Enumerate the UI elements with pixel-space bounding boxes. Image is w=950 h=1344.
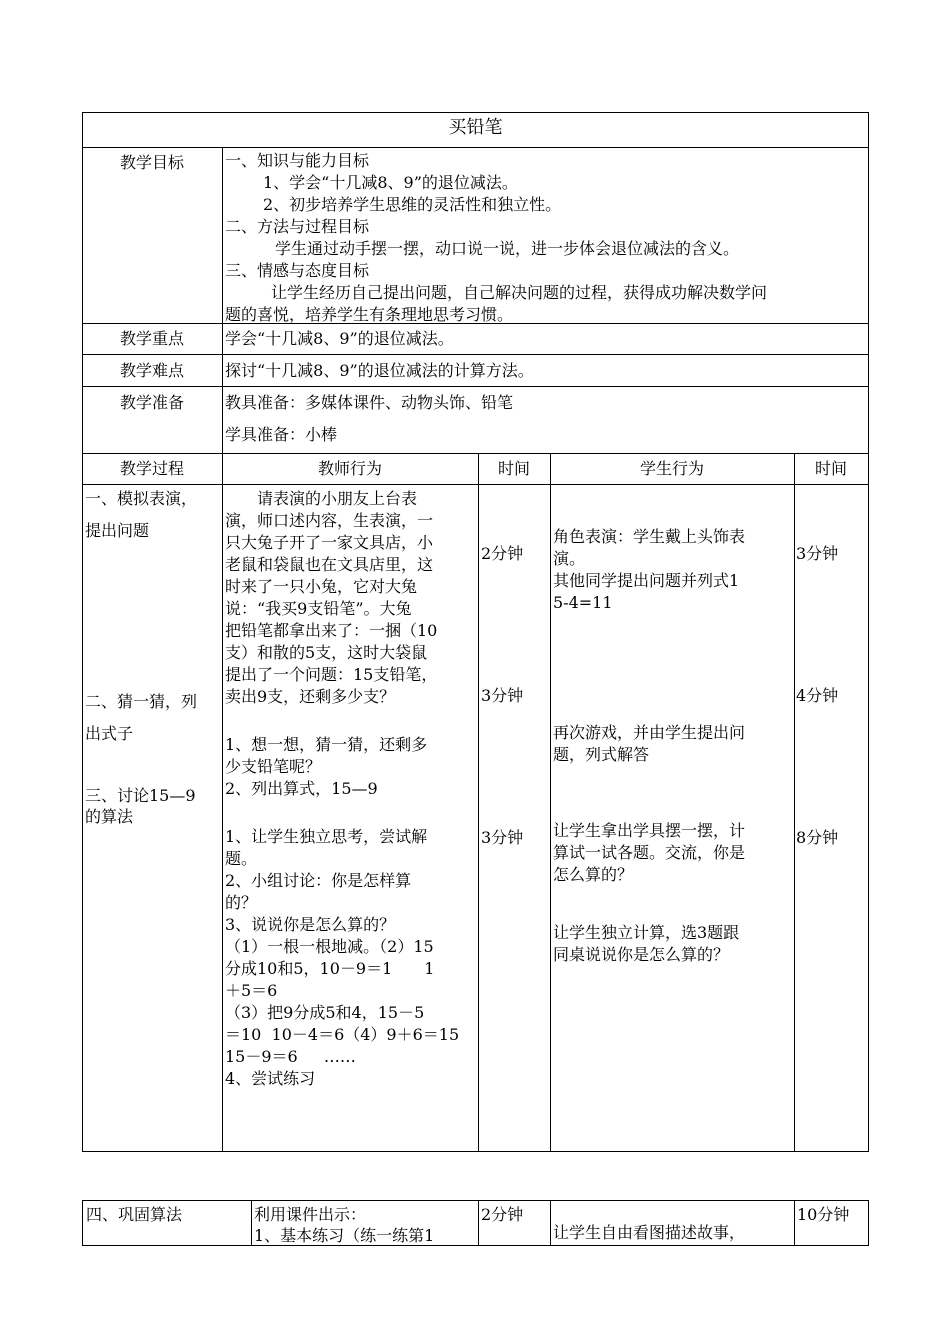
student-block-1	[553, 526, 793, 614]
teacher-line: 支）和散的5支，这时大袋鼠	[225, 643, 428, 662]
teacher-time-3: 3分钟	[481, 828, 524, 847]
student-line: 其他同学提出问题并列式1	[553, 571, 740, 590]
goals-content	[225, 150, 868, 326]
grid-line	[794, 453, 795, 1151]
teacher-line: 1、让学生独立思考，尝试解	[225, 827, 428, 846]
student-line-row2: 让学生自由看图描述故事，	[553, 1223, 746, 1242]
header-student: 学生行为	[639, 459, 704, 478]
grid-line	[478, 1200, 479, 1245]
student-line: 让学生独立计算，选3题跟	[553, 923, 740, 942]
student-line: 让学生拿出学具摆一摆，计	[553, 821, 746, 840]
teacher-line: 1、基本练习（练一练第1	[254, 1226, 435, 1245]
header-time-student: 时间	[814, 459, 847, 478]
lesson-title: 买铅笔	[448, 117, 503, 138]
goals-line: 2、初步培养学生思维的灵活性和独立性。	[263, 195, 562, 214]
goals-line: 让学生经历自己提出问题，自己解决问题的过程，获得成功解决数学问	[271, 283, 768, 302]
preparation-teacher: 教具准备：多媒体课件、动物头饰、铅笔	[225, 393, 514, 412]
goals-line: 一、知识与能力目标	[225, 151, 370, 170]
student-line: 怎么算的？	[553, 865, 634, 884]
table-border-top	[82, 112, 869, 113]
teacher-line: 的？	[225, 893, 258, 912]
stage-3-line1: 三、讨论15—9	[85, 786, 196, 805]
table2-border-right	[868, 1200, 869, 1245]
student-time-3: 8分钟	[796, 828, 839, 847]
teacher-line: 说：“我买9支铅笔”。大兔	[225, 599, 412, 618]
goals-line: 1、学会“十几减8、9”的退位减法。	[263, 173, 518, 192]
stage-2-line1: 二、猜一猜，列	[85, 692, 198, 711]
preparation-label: 教学准备	[119, 393, 184, 412]
teacher-line: 2、小组讨论：你是怎样算	[225, 871, 412, 890]
teacher-time-2: 3分钟	[481, 686, 524, 705]
teacher-line: ＋5＝6	[225, 981, 278, 1000]
grid-line	[550, 453, 551, 1151]
teacher-line: 题。	[225, 849, 258, 868]
teacher-line: 卖出9支，还剩多少支？	[225, 687, 396, 706]
key-point-label: 教学重点	[119, 329, 184, 348]
student-line: 5-4=11	[553, 593, 613, 612]
goals-line: 学生通过动手摆一摆，动口说一说，进一步体会退位减法的含义。	[275, 239, 740, 258]
table2-border-left	[82, 1200, 83, 1245]
grid-line	[550, 1200, 551, 1245]
header-teacher: 教师行为	[317, 459, 382, 478]
stage-4-label: 四、巩固算法	[86, 1205, 183, 1224]
student-block-2	[553, 722, 793, 766]
grid-line	[82, 147, 869, 148]
grid-line	[82, 354, 869, 355]
table2-border-top	[82, 1200, 869, 1201]
teacher-line: 请表演的小朋友上台表	[257, 489, 418, 508]
goals-label: 教学目标	[119, 153, 184, 172]
grid-line	[82, 386, 869, 387]
teacher-time-4: 2分钟	[481, 1205, 524, 1224]
student-block-4	[553, 922, 793, 966]
student-line: 角色表演：学生戴上头饰表	[553, 527, 746, 546]
grid-line	[82, 484, 869, 485]
teacher-line: 4、尝试练习	[225, 1069, 316, 1088]
goals-line: 三、情感与态度目标	[225, 261, 370, 280]
grid-line	[478, 453, 479, 1151]
header-process: 教学过程	[119, 459, 184, 478]
teacher-line: 把铅笔都拿出来了：一捆（10	[225, 621, 438, 640]
grid-line	[251, 1200, 252, 1245]
grid-line	[82, 453, 869, 454]
goals-line: 题的喜悦，培养学生有条理地思考习惯。	[225, 305, 514, 324]
teacher-line: 演，师口述内容，生表演，一	[225, 511, 434, 530]
student-block-3	[553, 820, 793, 886]
student-line: 再次游戏，并由学生提出问	[553, 723, 746, 742]
teacher-block-4	[254, 1204, 476, 1246]
student-time-2: 4分钟	[796, 686, 839, 705]
stage-3-line2: 的算法	[85, 807, 134, 826]
student-line: 题，列式解答	[553, 745, 650, 764]
teacher-line: （3）把9分成5和4，15－5	[225, 1003, 425, 1022]
teacher-block-1	[225, 488, 477, 708]
teacher-block-3	[225, 826, 477, 1090]
table-border-left	[82, 112, 83, 1151]
teacher-line: 3、说说你是怎么算的？	[225, 915, 396, 934]
student-time-4: 10分钟	[797, 1205, 850, 1224]
student-time-1: 3分钟	[796, 544, 839, 563]
table-border-bottom	[82, 1151, 869, 1152]
teacher-line: 老鼠和袋鼠也在文具店里，这	[225, 555, 434, 574]
student-line: 同桌说说你是怎么算的？	[553, 945, 730, 964]
teacher-line: 时来了一只小兔，它对大兔	[225, 577, 418, 596]
teacher-block-2	[225, 734, 477, 800]
table-border-right	[868, 112, 869, 1151]
teacher-time-1: 2分钟	[481, 544, 524, 563]
student-line: 算试一试各题。交流，你是	[553, 843, 746, 862]
stage-2-line2: 出式子	[85, 724, 134, 743]
preparation-student: 学具准备：小棒	[225, 425, 338, 444]
teacher-line: 提出了一个问题：15支铅笔，	[225, 665, 438, 684]
stage-1-line1: 一、模拟表演，	[85, 489, 198, 508]
teacher-line: 1、想一想，猜一猜，还剩多	[225, 735, 428, 754]
teacher-line: 只大兔子开了一家文具店，小	[225, 533, 434, 552]
teacher-line: ＝10 10－4＝6（4）9＋6＝15	[225, 1025, 460, 1044]
key-point-text: 学会“十几减8、9”的退位减法。	[225, 329, 454, 348]
difficulty-label: 教学难点	[119, 361, 184, 380]
difficulty-text: 探讨“十几减8、9”的退位减法的计算方法。	[225, 361, 534, 380]
teacher-line: 分成10和5，10－9＝1 1	[225, 959, 435, 978]
goals-line: 二、方法与过程目标	[225, 217, 370, 236]
teacher-line: 少支铅笔呢？	[225, 757, 322, 776]
header-time-teacher: 时间	[497, 459, 530, 478]
teacher-line: 2、列出算式，15—9	[225, 779, 378, 798]
teacher-line: （1）一根一根地减。（2）15	[225, 937, 434, 956]
student-line: 演。	[553, 549, 586, 568]
teacher-line: 利用课件出示：	[254, 1205, 367, 1224]
teacher-line: 15－9＝6 ……	[225, 1047, 356, 1066]
stage-1-line2: 提出问题	[85, 521, 150, 540]
grid-line	[222, 147, 223, 1151]
grid-line	[794, 1200, 795, 1245]
